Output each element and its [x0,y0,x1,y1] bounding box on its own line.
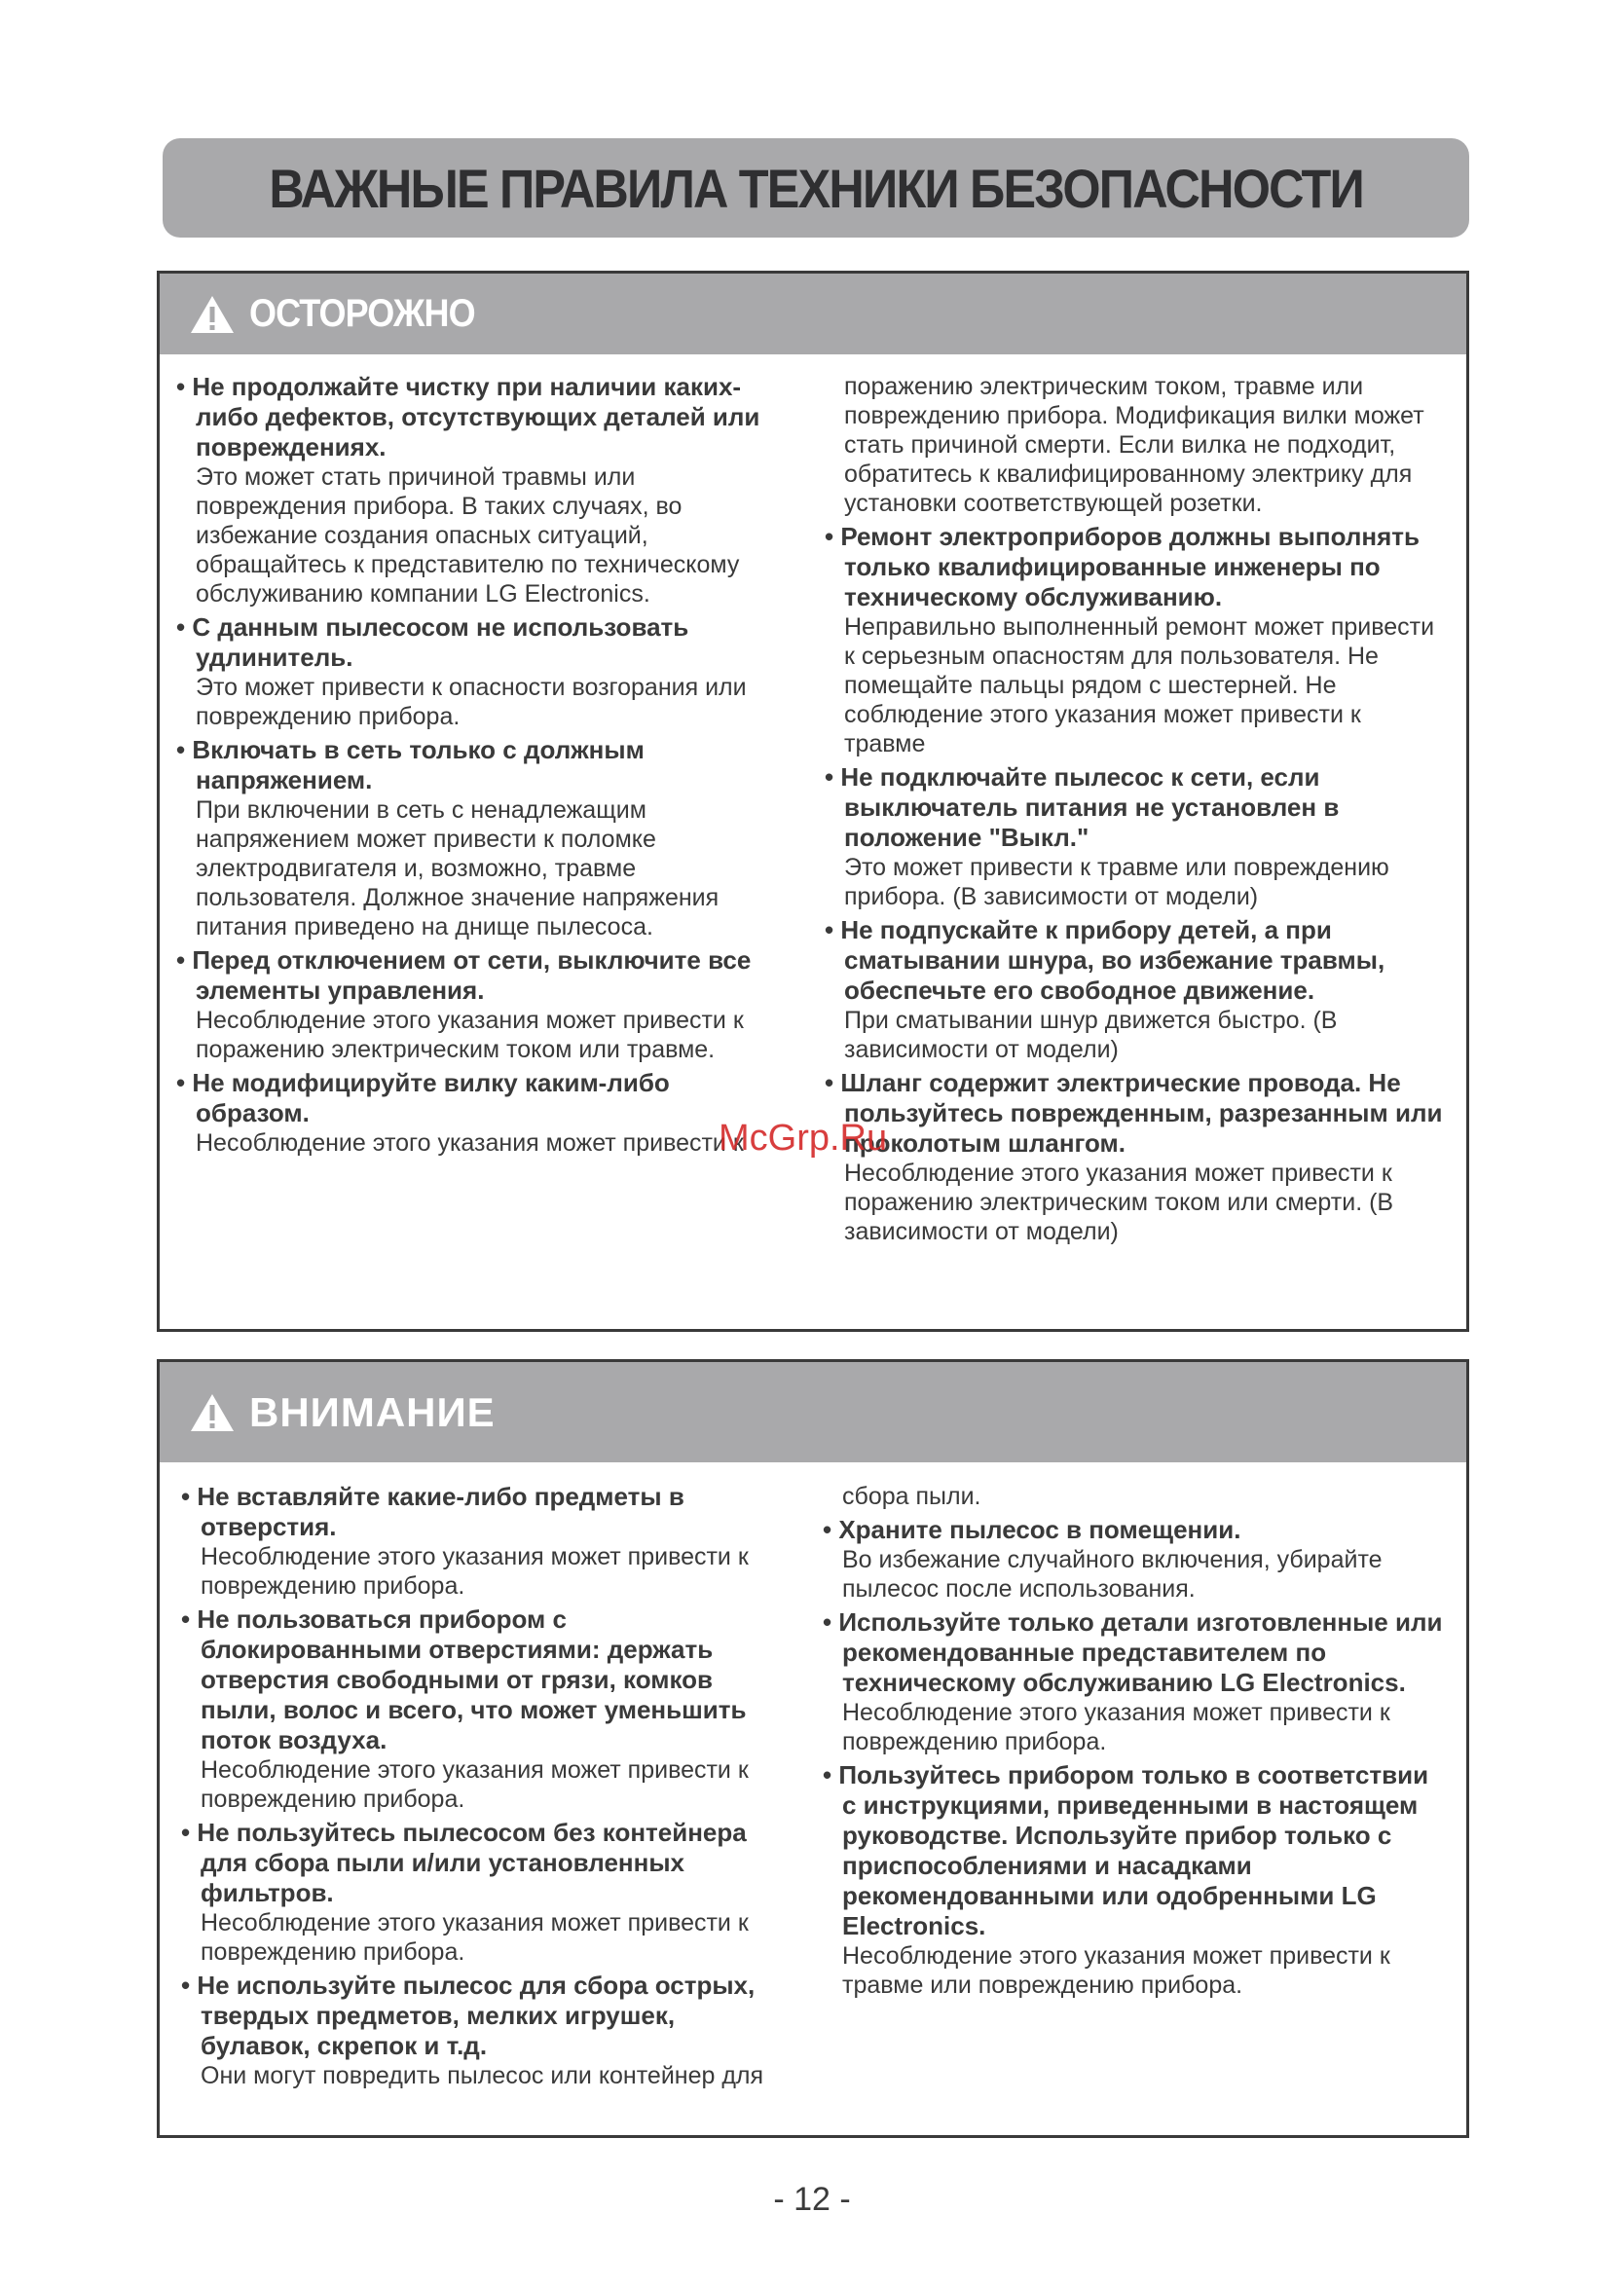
item-body: Во избежание случайного включения, убирайте пылесос после использования. [842,1546,1383,1603]
item-body: Несоблюдение этого указания может привести к повреждению прибора. [201,1909,749,1966]
page-number: - 12 - [773,2181,851,2218]
list-item [825,762,1448,911]
warning-header [160,274,1466,354]
item-body: Несоблюдение этого указания может привести к поражению электрическим током или травме. [196,1007,744,1063]
list-item [181,1482,775,1601]
page-title-bar [163,138,1469,238]
list-item [176,735,760,941]
list-item [823,1607,1446,1756]
item-title: • Шланг содержит электрические провода. Не пользуйтесь поврежденным, разрезанным или проколотым шлангом. [825,1068,1448,1159]
list-item [181,1971,775,2090]
item-body: Несоблюдение этого указания может привести к повреждению прибора. [842,1699,1390,1755]
list-item [176,945,760,1064]
item-body: Несоблюдение этого указания может привести к поражению электрическим током или смерти. (В зависимости от модели) [844,1160,1394,1245]
item-body: Неправильно выполненный ремонт может привести к серьезным опасностям для пользователя. Не помещайте пальцы рядом с шестерней. Не соблюдение этого указания может привести к травме [844,613,1435,757]
warning-triangle-icon [189,294,236,335]
item-body: При включении в сеть с ненадлежащим напряжением может привести к поломке электродвигателя и, возможно, травме пользователя. Должное значение напряжения питания приведено на днище пылесоса. [196,796,720,940]
item-title: • С данным пылесосом не использовать удлинитель. [176,612,760,673]
list-item [176,372,760,608]
list-item-continuation [823,1482,1446,1511]
warning-left-column [176,372,760,1161]
warning-triangle-icon [189,1392,236,1433]
item-body: сбора пыли. [842,1483,981,1510]
item-body: поражению электрическим током, травме или повреждению прибора. Модификация вилки может стать причиной смерти. Если вилка не подходит, обратитесь к квалифицированному электрику для установки соответствующей розетки. [844,373,1424,517]
item-title: • Не вставляйте какие-либо предметы в отверстия. [181,1482,775,1542]
caution-heading: ВНИМАНИЕ [249,1388,496,1435]
watermark: McGrp.Ru [719,1118,888,1159]
list-item [181,1818,775,1967]
caution-header [160,1362,1466,1462]
item-title: • Не используйте пылесос для сбора острых, твердых предметов, мелких игрушек, булавок, скрепок и т.д. [181,1971,775,2061]
item-title: • Не продолжайте чистку при наличии каких-либо дефектов, отсутствующих деталей или повреждениях. [176,372,760,462]
list-item [176,1068,760,1158]
list-item [825,915,1448,1064]
item-title: • Не пользуйтесь пылесосом без контейнера для сбора пыли и/или установленных фильтров. [181,1818,775,1908]
item-title: • Пользуйтесь прибором только в соответствии с инструкциями, приведенными в настоящем руководстве. Используйте прибор только с приспособлениями и насадками рекомендованными или одобренными LG Electronics. [823,1760,1446,1941]
item-title: • Перед отключением от сети, выключите все элементы управления. [176,945,760,1006]
item-title: • Не модифицируйте вилку каким-либо образом. [176,1068,760,1128]
page-title: ВАЖНЫЕ ПРАВИЛА ТЕХНИКИ БЕЗОПАСНОСТИ [269,157,1363,219]
item-body: Несоблюдение этого указания может привести к травме или повреждению прибора. [842,1942,1390,1999]
item-title: • Включать в сеть только с должным напряжением. [176,735,760,795]
item-body: Это может привести к опасности возгорания или повреждению прибора. [196,674,747,730]
item-title: • Не пользоваться прибором с блокированными отверстиями: держать отверстия свободными от грязи, комков пыли, волос и всего, что может уменьшить поток воздуха. [181,1604,775,1755]
item-title: • Ремонт электроприборов должны выполнять только квалифицированные инженеры по техническому обслуживанию. [825,522,1448,612]
item-body: Это может стать причиной травмы или повреждения прибора. В таких случаях, во избежание создания опасных ситуаций, обращайтесь к представителю по техническому обслуживанию компании LG Electronics. [196,463,740,608]
item-body: Несоблюдение этого указания может привести к повреждению прибора. [201,1756,749,1813]
item-title: • Не подключайте пылесос к сети, если выключатель питания не установлен в положение "Выкл." [825,762,1448,853]
item-body: Это может привести к травме или повреждению прибора. (В зависимости от модели) [844,854,1389,910]
list-item [823,1515,1446,1604]
item-title: • Используйте только детали изготовленные или рекомендованные представителем по техническому обслуживанию LG Electronics. [823,1607,1446,1698]
item-body: Они могут повредить пылесос или контейнер для [201,2062,764,2089]
item-body: Несоблюдение этого указания может привести к повреждению прибора. [201,1543,749,1600]
item-body: Несоблюдение этого указания может привести к [196,1129,744,1157]
warning-heading: ОСТОРОЖНО [249,292,475,335]
caution-right-column [823,1482,1446,2004]
warning-right-column [825,372,1448,1250]
list-item [825,522,1448,758]
list-item [176,612,760,731]
list-item [181,1604,775,1814]
warning-box [157,271,1469,1332]
item-title: • Храните пылесос в помещении. [823,1515,1446,1545]
list-item [823,1760,1446,2000]
caution-box [157,1359,1469,2138]
item-title: • Не подпускайте к прибору детей, а при сматывании шнура, во избежание травмы, обеспечьте его свободное движение. [825,915,1448,1006]
caution-left-column [181,1482,775,2094]
list-item [825,1068,1448,1246]
item-body: При сматывании шнур движется быстро. (В зависимости от модели) [844,1007,1338,1063]
list-item-continuation [825,372,1448,518]
